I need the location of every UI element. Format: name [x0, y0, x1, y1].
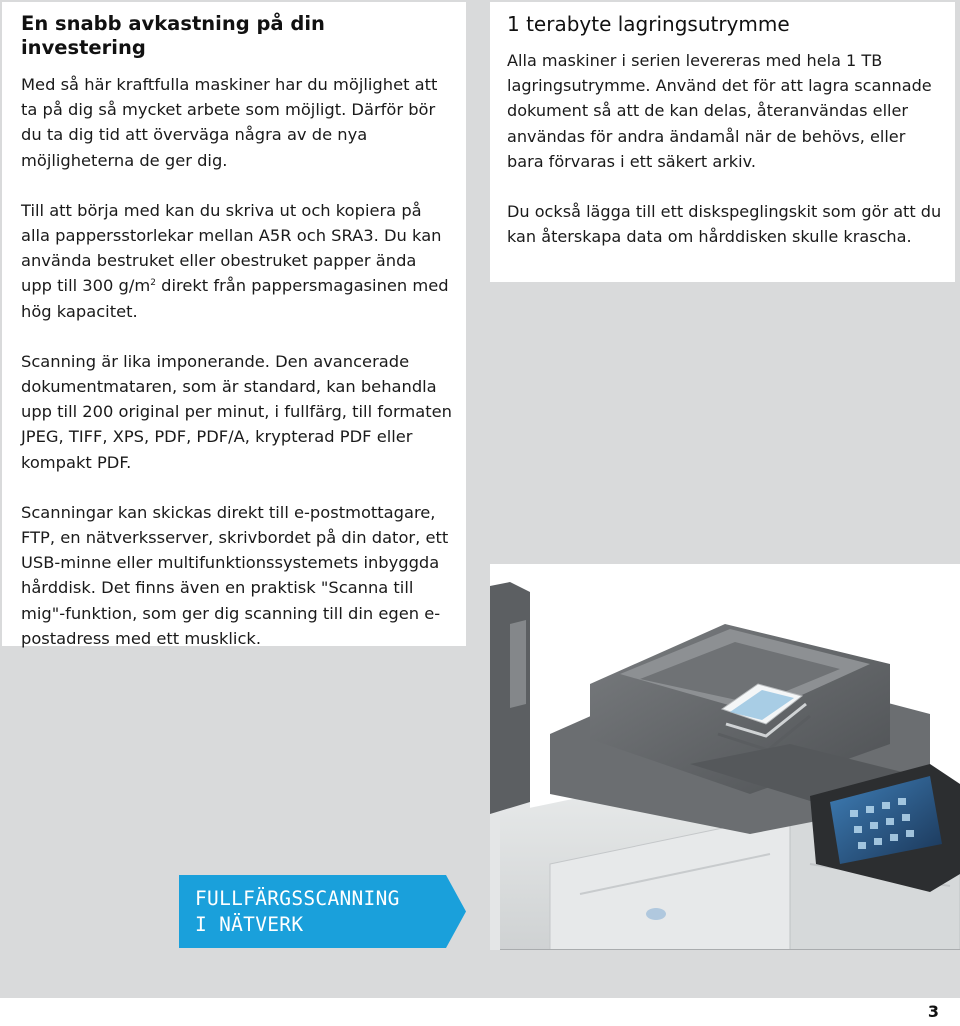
left-paragraph-4: Scanningar kan skickas direkt till e-postmottagare, FTP, en nätverksserver, skrivbordet på din dator, ett USB-minne eller multifunktionssystemets inbyggda hårddisk. Det finns även en praktisk "Scanna till mig"-funktion, som ger dig scanning till din egen e-postadress med ett musklick. — [21, 502, 449, 648]
left-paragraph-2-text-a: Till att börja med kan du skriva ut och kopiera på alla pappersstorlekar mellan A5R och SRA3. Du kan använda bestruket eller obestruket papper ända upp till 300 g/m — [21, 200, 442, 296]
left-paragraph-2 — [21, 198, 452, 324]
fullcolor-network-scanning-banner — [179, 875, 466, 948]
left-paragraph-1: Med så här kraftfulla maskiner har du möjlighet att ta på dig så mycket arbete som möjligt. Därför bör du ta dig tid att överväga några av de nya möjligheterna de ger dig. — [21, 75, 438, 170]
right-paragraph-1: Alla maskiner i serien levereras med hela 1 TB lagringsutrymme. Använd det för att lagra scannade dokument så att de kan delas, återanvändas eller användas för andra ändamål när de behövs, eller bara förvaras i ett säkert arkiv. — [507, 51, 932, 171]
right-heading: 1 terabyte lagringsutrymme — [507, 12, 790, 36]
multifunction-printer-image — [490, 564, 960, 950]
banner-label: FULLFÄRGSSCANNING I NÄTVERK — [195, 887, 400, 936]
left-text-panel — [2, 2, 466, 646]
left-paragraph-3: Scanning är lika imponerande. Den avancerade dokumentmataren, som är standard, kan behandla upp till 200 original per minut, i fullfärg, till formaten JPEG, TIFF, XPS, PDF, PDF/A, krypterad PDF eller kompakt PDF. — [21, 351, 452, 472]
right-paragraph-2: Du också lägga till ett diskspeglingskit som gör att du kan återskapa data om hårddisken skulle krascha. — [507, 202, 942, 247]
footer-band — [0, 998, 960, 1026]
left-heading: En snabb avkastning på din investering — [21, 12, 325, 59]
printer-photo — [490, 564, 960, 950]
page-number: 3 — [927, 1002, 939, 1021]
left-paragraph-2-text-b: direkt från pappersmagasinen med hög kapacitet. — [21, 276, 449, 321]
right-text-panel — [490, 2, 955, 282]
superscript-2: 2 — [150, 278, 156, 289]
